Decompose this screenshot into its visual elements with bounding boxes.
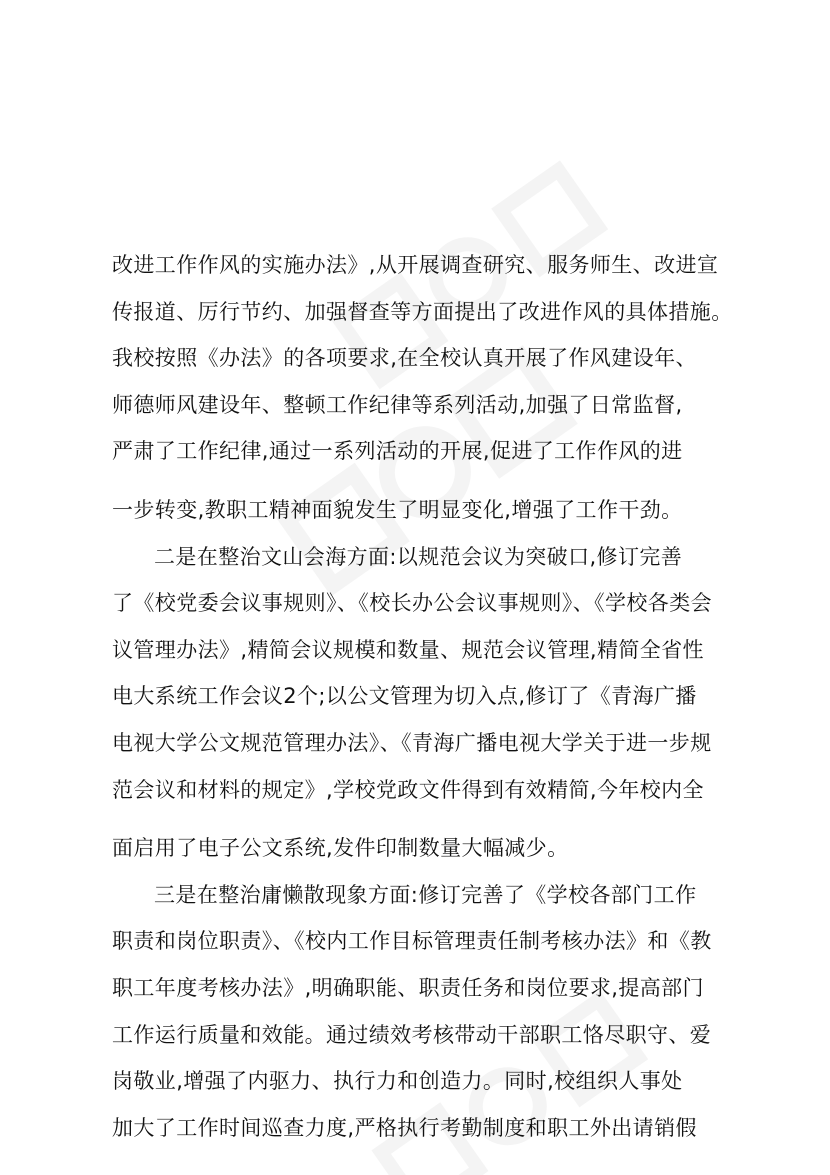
text-line: 了《校党委会议事规则》、《校长办公会议事规则》、《学校各类会 (112, 591, 712, 616)
text-line: 岗敬业,增强了内驱力、执行力和创造力。同时,校组织人事处 (112, 1069, 683, 1094)
text-line: 改进工作作风的实施办法》,从开展调查研究、服务师生、改进宣 (112, 253, 719, 277)
text-line: 职工年度考核办法》,明确职能、职责任务和岗位要求,提高部门 (112, 975, 704, 1000)
text-line: 电视大学公文规范管理办法》、《青海广播电视大学关于进一步规 (112, 730, 712, 755)
text-line: 严肃了工作纪律,通过一系列活动的开展,促进了工作作风的进 (112, 439, 683, 464)
text-line: 师德师风建设年、整顿工作纪律等系列活动,加强了日常监督, (112, 392, 683, 417)
text-line: 一步转变,教职工精神面貌发生了明显变化,增强了工作干劲。 (112, 497, 683, 522)
paragraph-1 (112, 242, 752, 534)
text-line: 面启用了电子公文系统,发件印制数量大幅减少。 (112, 836, 569, 861)
text-line: 职责和岗位职责》、《校内工作目标管理责任制考核办法》和《教 (112, 929, 712, 954)
text-line: 我校按照《办法》的各项要求,在全校认真开展了作风建设年、 (112, 346, 697, 371)
text-line: 加大了工作时间巡查力度,严格执行考勤制度和职工外出请销假 (112, 1115, 697, 1140)
text-line: 工作运行质量和效能。通过绩效考核带动干部职工恪尽职守、爱 (112, 1022, 712, 1047)
paragraph-3 (112, 872, 752, 1152)
text-line: 电大系统工作会议2个;以公文管理为切入点,修订了《青海广播 (112, 684, 697, 709)
paragraph-2 (112, 534, 752, 872)
text-line: 传报道、厉行节约、加强督查等方面提出了改进作风的具体措施。 (112, 299, 733, 324)
text-line: 三是在整治庸懒散现象方面:修订完善了《学校各部门工作 (154, 882, 697, 907)
text-line: 议管理办法》,精简会议规模和数量、规范会议管理,精简全省性 (112, 637, 704, 662)
text-line: 范会议和材料的规定》,学校党政文件得到有效精简,今年校内全 (112, 777, 704, 802)
document-body (112, 242, 752, 1151)
text-line: 二是在整治文山会海方面:以规范会议为突破口,修订完善 (154, 544, 683, 569)
